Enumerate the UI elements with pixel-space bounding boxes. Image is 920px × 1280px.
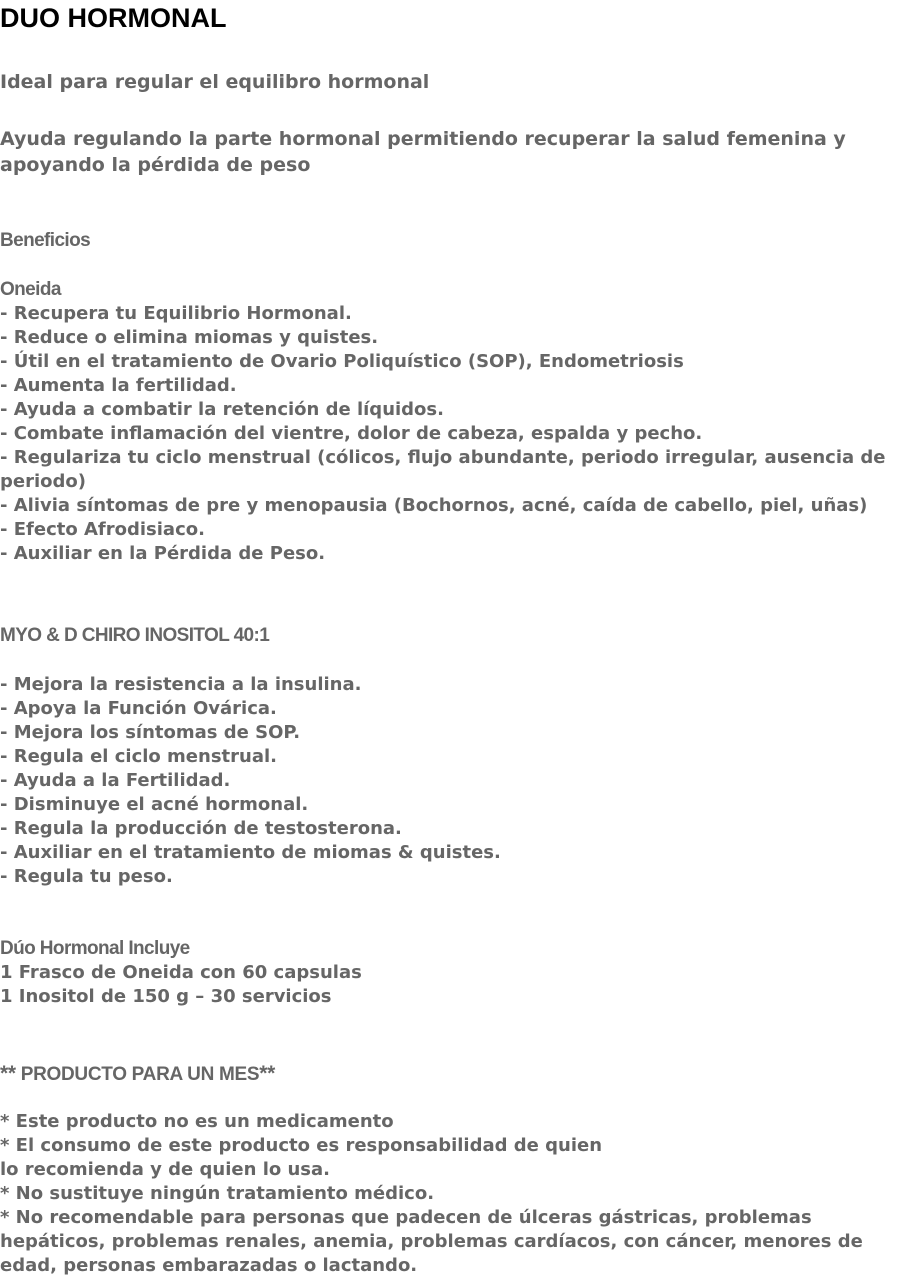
- note-item: * Este producto no es un medicamento: [0, 1111, 394, 1132]
- list-item: - Recupera tu Equilibrio Hormonal.: [0, 303, 352, 324]
- list-item: - Mejora los síntomas de SOP.: [0, 722, 301, 743]
- list-item: - Auxiliar en el tratamiento de miomas & quistes.: [0, 842, 501, 863]
- list-item: - Efecto Afrodisiaco.: [0, 519, 205, 540]
- list-item: - Auxiliar en la Pérdida de Peso.: [0, 543, 326, 564]
- list-item: - Ayuda a combatir la retención de líquidos.: [0, 399, 444, 420]
- oneida-benefits-list: [0, 302, 905, 566]
- note-item: * No sustituye ningún tratamiento médico.: [0, 1183, 435, 1204]
- list-item: - Reduce o elimina miomas y quistes.: [0, 327, 379, 348]
- list-item: - Regula tu peso.: [0, 866, 173, 887]
- banner-stars-left: **: [0, 1062, 16, 1085]
- banner-stars-right: **: [259, 1062, 276, 1085]
- one-month-banner: [0, 1060, 275, 1089]
- list-item: - Disminuye el acné hormonal.: [0, 794, 309, 815]
- subtitle: Ideal para regular el equilibro hormonal: [0, 71, 430, 93]
- list-item: - Combate inflamación del vientre, dolor de cabeza, espalda y pecho.: [0, 423, 703, 444]
- disclaimer-notes: [0, 1110, 905, 1278]
- list-item: - Regulariza tu ciclo menstrual (cólicos, flujo abundante, periodo irregular, ausencia de periodo): [0, 447, 886, 492]
- list-item: - Regula la producción de testosterona.: [0, 818, 402, 839]
- includes-heading: Dúo Hormonal Incluye: [0, 938, 190, 959]
- list-item: - Mejora la resistencia a la insulina.: [0, 674, 362, 695]
- oneida-heading: Oneida: [0, 279, 61, 300]
- list-item: - Apoya la Función Ovárica.: [0, 698, 277, 719]
- list-item: - Alivia síntomas de pre y menopausia (Bochornos, acné, caída de cabello, piel, uñas): [0, 495, 868, 516]
- inositol-benefits-list: [0, 673, 905, 889]
- list-item: 1 Inositol de 150 g – 30 servicios: [0, 986, 332, 1007]
- list-item: - Ayuda a la Fertilidad.: [0, 770, 231, 791]
- page-title: DUO HORMONAL: [0, 3, 227, 33]
- list-item: - Aumenta la fertilidad.: [0, 375, 237, 396]
- note-item: lo recomienda y de quien lo usa.: [0, 1159, 331, 1180]
- note-item: * No recomendable para personas que padecen de úlceras gástricas, problemas hepáticos, problemas renales, anemia, problemas cardíacos, con cáncer, menores de edad, personas embarazadas o lactando.: [0, 1207, 863, 1276]
- inositol-heading: MYO & D CHIRO INOSITOL 40:1: [0, 625, 270, 646]
- list-item: - Regula el ciclo menstrual.: [0, 746, 277, 767]
- benefits-heading: Beneficios: [0, 230, 91, 251]
- list-item: - Útil en el tratamiento de Ovario Poliquístico (SOP), Endometriosis: [0, 351, 684, 372]
- banner-text: PRODUCTO PARA UN MES: [15, 1064, 260, 1085]
- lead-paragraph: Ayuda regulando la parte hormonal permitiendo recuperar la salud femenina y apoyando la pérdida de peso: [0, 128, 846, 176]
- note-item: * El consumo de este producto es responsabilidad de quien: [0, 1135, 603, 1156]
- list-item: 1 Frasco de Oneida con 60 capsulas: [0, 962, 362, 983]
- includes-list: [0, 961, 905, 1009]
